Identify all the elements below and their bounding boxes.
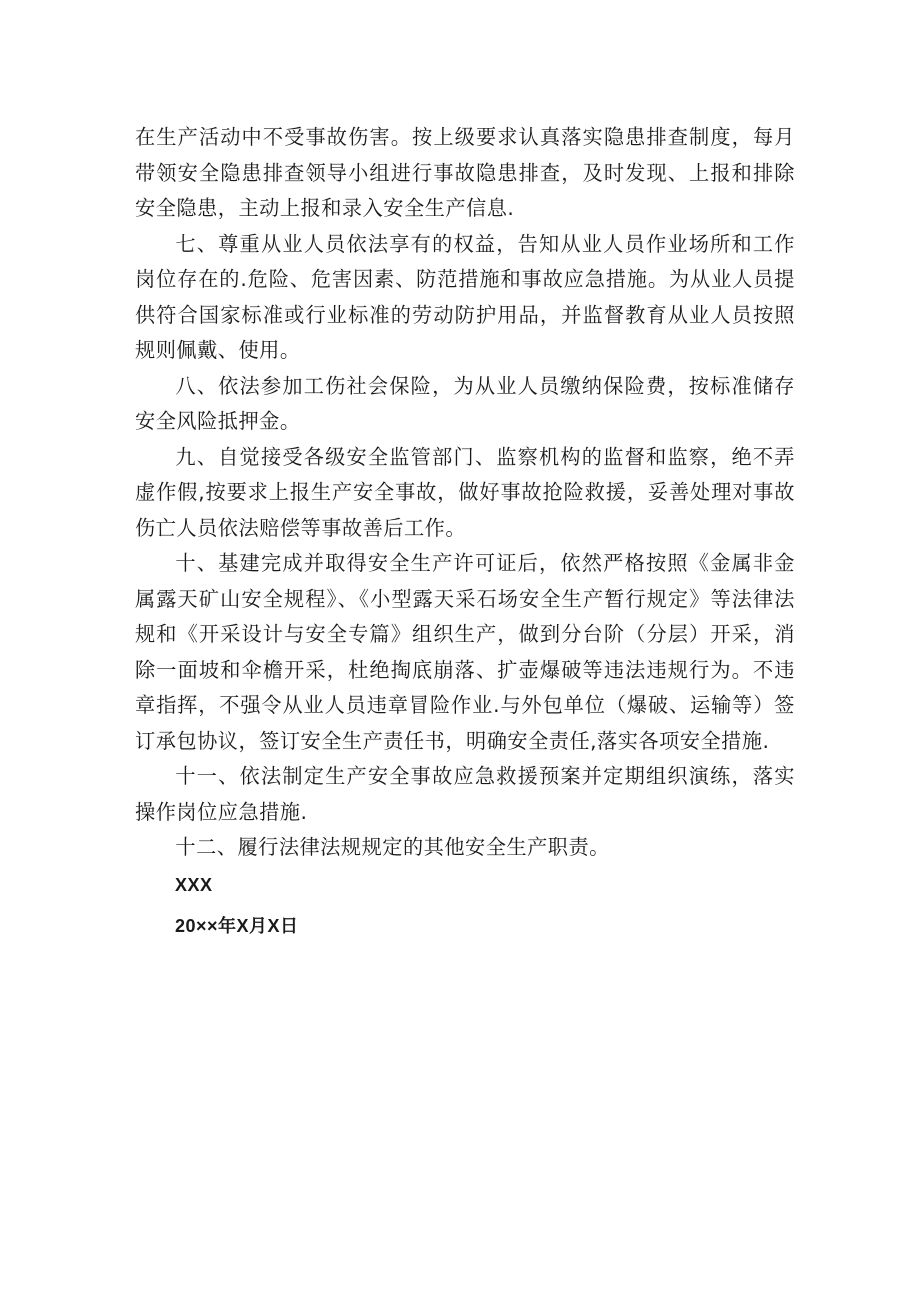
paragraph-clause-9: 九、自觉接受各级安全监管部门、监察机构的监督和监察，绝不弄虚作假,按要求上报生产安全事故，做好事故抢险救援，妥善处理对事故伤亡人员依法赔偿等事故善后工作。: [135, 444, 795, 540]
paragraph-clause-11: 十一、依法制定生产安全事故应急救援预案并定期组织演练，落实操作岗位应急措施.: [135, 764, 795, 824]
paragraph-clause-10: 十、基建完成并取得安全生产许可证后，依然严格按照《金属非金属露天矿山安全规程》、《小型露天采石场安全生产暂行规定》等法律法规和《开采设计与安全专篇》组织生产，做到分台阶（分层）开采，消除一面坡和伞檐开采，杜绝掏底崩落、扩壶爆破等违法违规行为。不违章指挥，不强令从业人员违章冒险作业.与外包单位（爆破、运输等）签订承包协议，签订安全生产责任书，明确安全责任,落实各项安全措施.: [135, 551, 795, 753]
signature-date: 20××年X月X日: [175, 916, 299, 936]
signature-name: XXX: [175, 874, 213, 895]
paragraph-clause-12: 十二、履行法律法规规定的其他安全生产职责。: [175, 835, 610, 859]
paragraph-clause-8: 八、依法参加工伤社会保险，为从业人员缴纳保险费，按标准储存安全风险抵押金。: [135, 373, 795, 433]
document-body: [135, 120, 795, 945]
paragraph-clause-7: 七、尊重从业人员依法享有的权益，告知从业人员作业场所和工作岗位存在的.危险、危害因素、防范措施和事故应急措施。为从业人员提供符合国家标准或行业标准的劳动防护用品，并监督教育从业人员按照规则佩戴、使用。: [135, 231, 795, 362]
paragraph-continuation: 在生产活动中不受事故伤害。按上级要求认真落实隐患排查制度，每月带领安全隐患排查领导小组进行事故隐患排查，及时发现、上报和排除安全隐患，主动上报和录入安全生产信息.: [135, 125, 795, 220]
